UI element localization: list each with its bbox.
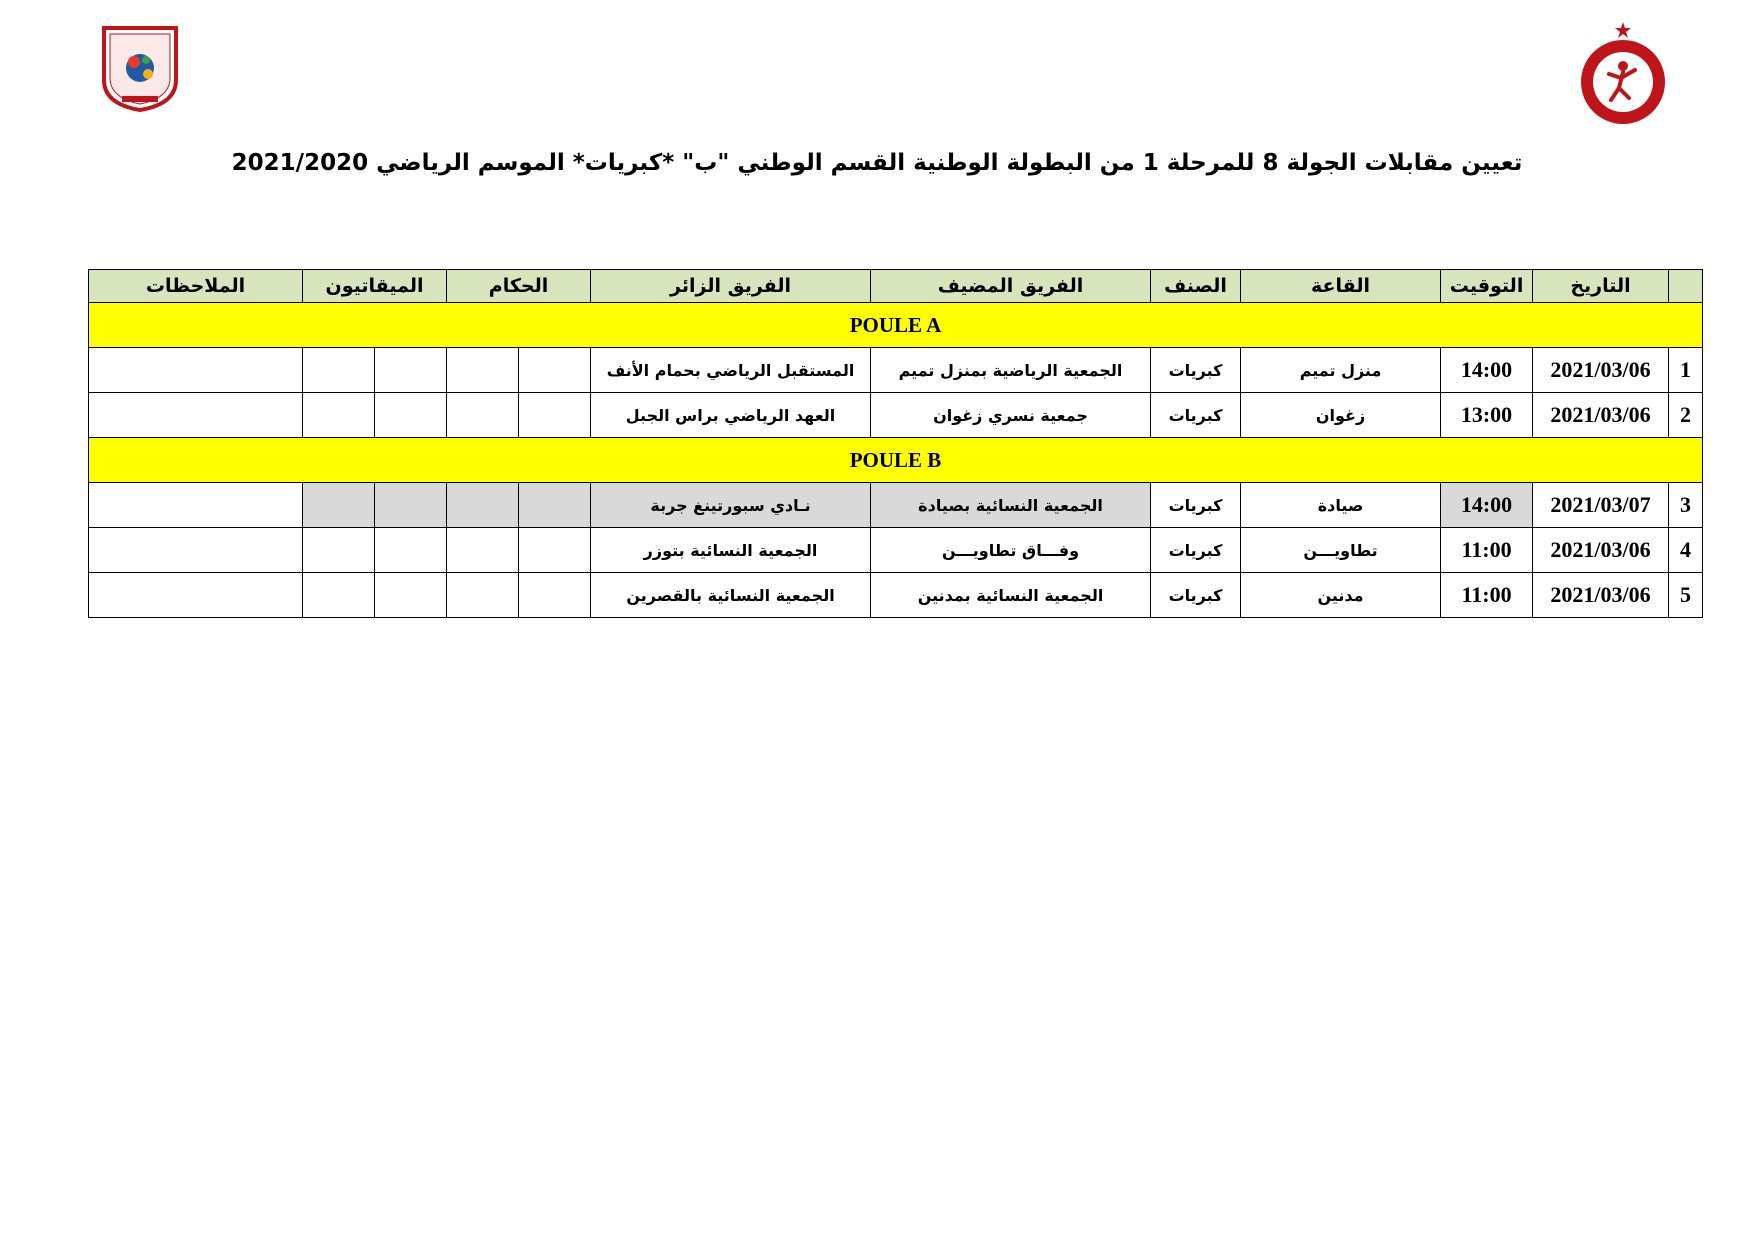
group-name: POULE A (89, 303, 1703, 348)
group-row (89, 438, 1703, 483)
away-team: المستقبل الرياضي بحمام الأنف (591, 348, 871, 393)
match-number: 2 (1669, 393, 1703, 438)
table-row (89, 348, 1703, 393)
header-timekeepers: الميقاتيون (303, 270, 447, 303)
table-row (89, 393, 1703, 438)
match-time: 13:00 (1441, 393, 1533, 438)
match-number: 5 (1669, 573, 1703, 618)
notes-cell (89, 393, 303, 438)
match-hall: منزل تميم (1241, 348, 1441, 393)
header-home-team: الفريق المضيف (871, 270, 1151, 303)
table-row (89, 573, 1703, 618)
match-time: 14:00 (1441, 348, 1533, 393)
referee-cell (447, 528, 519, 573)
away-team: نـادي سبورتينغ جربة (591, 483, 871, 528)
match-time: 11:00 (1441, 528, 1533, 573)
notes-cell (89, 483, 303, 528)
match-time: 14:00 (1441, 483, 1533, 528)
group-row (89, 303, 1703, 348)
timekeeper-cell (303, 528, 375, 573)
away-team: العهد الرياضي براس الجبل (591, 393, 871, 438)
timekeeper-cell (375, 348, 447, 393)
federation-logo (98, 22, 182, 112)
match-date: 2021/03/06 (1533, 528, 1669, 573)
referee-cell (447, 483, 519, 528)
timekeeper-cell (303, 348, 375, 393)
referee-cell (519, 393, 591, 438)
match-hall: تطاويـــن (1241, 528, 1441, 573)
header-category: الصنف (1151, 270, 1241, 303)
match-hall: صيادة (1241, 483, 1441, 528)
timekeeper-cell (375, 393, 447, 438)
header-referees: الحكام (447, 270, 591, 303)
match-hall: مدنين (1241, 573, 1441, 618)
match-time: 11:00 (1441, 573, 1533, 618)
club-logo (1569, 20, 1677, 128)
timekeeper-cell (375, 573, 447, 618)
match-date: 2021/03/07 (1533, 483, 1669, 528)
match-hall: زغوان (1241, 393, 1441, 438)
header-time: التوقيت (1441, 270, 1533, 303)
notes-cell (89, 573, 303, 618)
header-notes: الملاحظات (89, 270, 303, 303)
table-header-row (89, 270, 1703, 303)
page-title: تعيين مقابلات الجولة 8 للمرحلة 1 من البطولة الوطنية القسم الوطني "ب" *كبريات* الموسم الرياضي 2021/2020 (231, 150, 1523, 176)
referee-cell (519, 573, 591, 618)
header-hall: القاعة (1241, 270, 1441, 303)
timekeeper-cell (303, 483, 375, 528)
referee-cell (519, 528, 591, 573)
timekeeper-cell (375, 528, 447, 573)
match-date: 2021/03/06 (1533, 393, 1669, 438)
notes-cell (89, 528, 303, 573)
timekeeper-cell (375, 483, 447, 528)
referee-cell (447, 393, 519, 438)
table-row (89, 528, 1703, 573)
home-team: جمعية نسري زغوان (871, 393, 1151, 438)
home-team: الجمعية الرياضية بمنزل تميم (871, 348, 1151, 393)
header-date: التاريخ (1533, 270, 1669, 303)
match-category: كبريات (1151, 573, 1241, 618)
home-team: الجمعية النسائية بصيادة (871, 483, 1151, 528)
referee-cell (447, 348, 519, 393)
referee-cell (519, 483, 591, 528)
timekeeper-cell (303, 393, 375, 438)
match-number: 1 (1669, 348, 1703, 393)
away-team: الجمعية النسائية بتوزر (591, 528, 871, 573)
match-number: 4 (1669, 528, 1703, 573)
match-category: كبريات (1151, 348, 1241, 393)
referee-cell (519, 348, 591, 393)
away-team: الجمعية النسائية بالقصرين (591, 573, 871, 618)
match-date: 2021/03/06 (1533, 573, 1669, 618)
match-date: 2021/03/06 (1533, 348, 1669, 393)
table-row (89, 483, 1703, 528)
schedule-table (88, 269, 1703, 618)
match-category: كبريات (1151, 528, 1241, 573)
timekeeper-cell (303, 573, 375, 618)
match-category: كبريات (1151, 483, 1241, 528)
match-number: 3 (1669, 483, 1703, 528)
home-team: وفـــاق تطاويـــن (871, 528, 1151, 573)
referee-cell (447, 573, 519, 618)
header-away-team: الفريق الزائر (591, 270, 871, 303)
match-category: كبريات (1151, 393, 1241, 438)
home-team: الجمعية النسائية بمدنين (871, 573, 1151, 618)
group-name: POULE B (89, 438, 1703, 483)
header-num (1669, 270, 1703, 303)
notes-cell (89, 348, 303, 393)
